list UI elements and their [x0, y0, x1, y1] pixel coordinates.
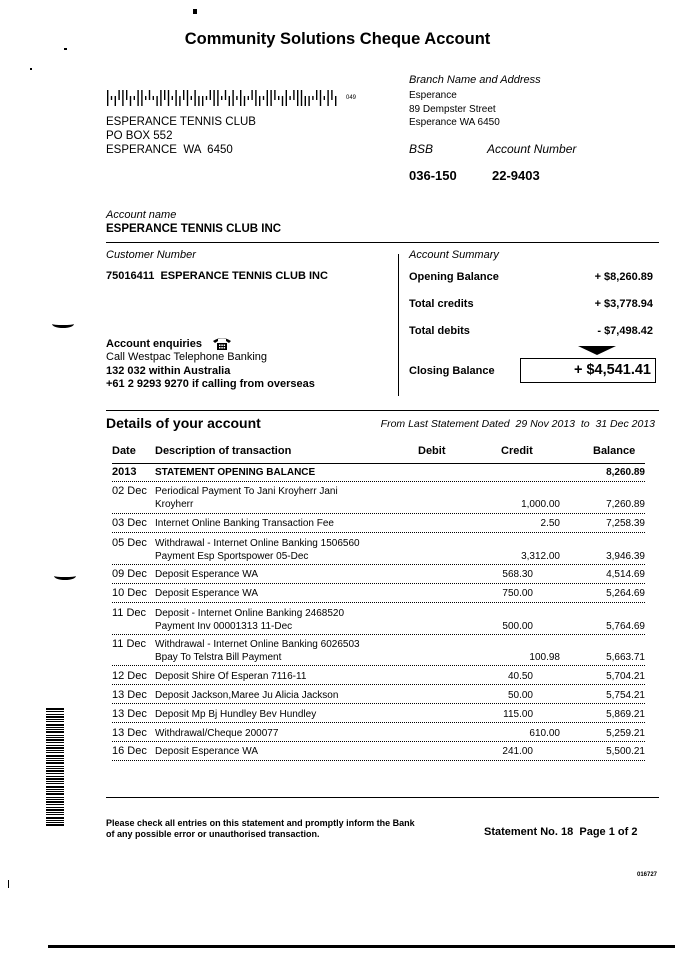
telephone-icon [212, 336, 232, 351]
description-line: Deposit - Internet Online Banking 2468520 [155, 608, 345, 619]
footer-note-line: of any possible error or unauthorised transaction. [106, 829, 320, 839]
row-separator [112, 532, 645, 533]
page-title: Community Solutions Cheque Account [184, 30, 491, 48]
col-header-credit: Credit [501, 445, 533, 457]
cell-date: 11 Dec [112, 607, 147, 619]
page-edge-line [8, 880, 9, 888]
description-line: Payment Esp Sportspower 05-Dec [155, 551, 309, 562]
cell-date: 09 Dec [112, 568, 147, 580]
row-separator [112, 583, 645, 584]
row-separator [112, 722, 645, 723]
cell-desc [155, 587, 258, 600]
cell-debit: 3,312.00 [521, 551, 560, 562]
side-barcode [46, 708, 64, 826]
row-separator [112, 564, 645, 565]
cell-balance: 5,663.71 [606, 652, 645, 663]
cell-desc [155, 745, 258, 758]
footer-note [106, 818, 415, 840]
account-enquiries-heading: Account enquiries [106, 338, 202, 350]
account-enquiries-details [106, 351, 315, 392]
cell-credit: 40.50 [507, 671, 533, 682]
col-header-description: Description of transaction [155, 445, 292, 457]
account-number-label: Account Number [487, 142, 577, 156]
description-line: Deposit Esperance WA [155, 569, 259, 580]
scan-mark [52, 320, 74, 328]
branch-line: 89 Dempster Street [409, 103, 496, 115]
cell-desc [155, 568, 258, 581]
cell-desc [155, 670, 306, 683]
cell-debit: 2.50 [540, 518, 560, 529]
description-line: Periodical Payment To Jani Kroyherr Jani [155, 486, 338, 497]
cell-credit: 115.00 [503, 709, 533, 720]
cell-credit: 50.00 [507, 690, 533, 701]
cell-date: 13 Dec [112, 727, 147, 739]
cell-balance: 4,514.69 [606, 569, 645, 580]
description-line: Deposit Shire Of Esperan 7116-11 [155, 671, 307, 682]
col-header-date: Date [112, 445, 136, 457]
document-number: 016727 [637, 872, 658, 878]
cell-balance: 5,869.21 [606, 709, 645, 720]
statement-period: From Last Statement Dated 29 Nov 2013 to 31 Dec 2013 [380, 418, 655, 430]
enquiry-phone-local: 132 032 within Australia [106, 364, 231, 377]
cell-desc [155, 466, 315, 479]
row-separator [112, 481, 645, 482]
description-line: Bpay To Telstra Bill Payment [155, 652, 282, 663]
address-line: PO BOX 552 [106, 130, 173, 142]
cell-balance: 5,704.21 [606, 671, 645, 682]
bsb-value: 036-150 [409, 168, 457, 183]
address-line: ESPERANCE WA 6450 [106, 144, 233, 156]
description-line: Deposit Mp Bj Hundley Bev Hundley [155, 709, 317, 720]
cell-balance: 5,264.69 [606, 588, 645, 599]
address-line: ESPERANCE TENNIS CLUB [106, 116, 256, 128]
row-separator [112, 513, 645, 514]
description-line: Internet Online Banking Transaction Fee [155, 518, 334, 529]
cell-balance: 3,946.39 [606, 551, 645, 562]
cell-date: 13 Dec [112, 708, 147, 720]
opening-balance-value: + $8,260.89 [594, 271, 653, 283]
scan-mark [30, 68, 32, 70]
mailing-address [106, 115, 256, 157]
divider [106, 797, 659, 798]
col-header-balance: Balance [593, 445, 636, 457]
bsb-label: BSB [409, 142, 434, 156]
opening-balance-label: Opening Balance [409, 271, 499, 283]
details-heading: Details of your account [106, 415, 261, 431]
row-separator [112, 703, 645, 704]
summary-divider [398, 254, 399, 396]
cell-balance: 7,260.89 [606, 499, 645, 510]
postal-barcode [106, 90, 342, 106]
cell-credit: 750.00 [502, 588, 533, 599]
cell-desc [155, 607, 344, 633]
cell-balance: 5,259.21 [606, 728, 645, 739]
row-separator [112, 741, 645, 742]
closing-balance-label: Closing Balance [409, 365, 495, 377]
cell-balance: 7,258.39 [606, 518, 645, 529]
down-arrow-icon [578, 346, 616, 355]
description-line: Kroyherr [155, 499, 194, 510]
row-separator [112, 634, 645, 635]
description-line: Withdrawal - Internet Online Banking 6026503 [155, 639, 360, 650]
row-separator [112, 602, 645, 603]
cell-date: 16 Dec [112, 745, 147, 757]
account-name-value: ESPERANCE TENNIS CLUB INC [106, 223, 282, 235]
cell-credit: 241.00 [502, 746, 533, 757]
cell-date: 03 Dec [112, 517, 147, 529]
branch-address [409, 89, 500, 130]
cell-debit: 1,000.00 [521, 499, 560, 510]
branch-heading: Branch Name and Address [409, 74, 541, 86]
account-summary-heading: Account Summary [409, 249, 499, 261]
total-debits-value: - $7,498.42 [597, 325, 653, 337]
description-line: Deposit Esperance WA [155, 746, 259, 757]
cell-date: 13 Dec [112, 689, 147, 701]
cell-credit: 500.00 [502, 621, 533, 632]
account-number-value: 22-9403 [492, 168, 540, 183]
description-line: Withdrawal - Internet Online Banking 1506560 [155, 538, 360, 549]
divider [106, 410, 659, 411]
cell-desc [155, 727, 278, 740]
account-name-label: Account name [106, 209, 177, 221]
cell-balance: 5,754.21 [606, 690, 645, 701]
scan-mark [193, 9, 197, 14]
cell-debit: 100.98 [529, 652, 560, 663]
description-line: Payment Inv 00001313 11-Dec [155, 621, 293, 632]
divider [106, 242, 659, 243]
cell-desc [155, 689, 338, 702]
scan-mark [54, 572, 76, 580]
branch-line: Esperance WA 6450 [409, 117, 500, 128]
cell-date: 2013 [112, 466, 137, 478]
cell-desc [155, 517, 334, 530]
cell-desc [155, 485, 338, 511]
cell-desc [155, 537, 360, 563]
cell-desc [155, 708, 316, 721]
customer-number-label: Customer Number [106, 249, 196, 261]
customer-number-value: 75016411 ESPERANCE TENNIS CLUB INC [106, 270, 328, 282]
cell-date: 10 Dec [112, 587, 147, 599]
description-line: Deposit Jackson,Maree Ju Alicia Jackson [155, 690, 339, 701]
cell-debit: 610.00 [529, 728, 560, 739]
total-credits-label: Total credits [409, 298, 474, 310]
total-debits-label: Total debits [409, 325, 470, 337]
row-separator [112, 760, 645, 761]
description-line: STATEMENT OPENING BALANCE [155, 467, 316, 478]
cell-balance: 5,764.69 [606, 621, 645, 632]
cell-date: 05 Dec [112, 537, 147, 549]
cell-balance: 5,500.21 [606, 746, 645, 757]
description-line: Deposit Esperance WA [155, 588, 259, 599]
cell-date: 02 Dec [112, 485, 147, 497]
table-header-rule [112, 463, 645, 464]
cell-desc [155, 638, 360, 664]
description-line: Withdrawal/Cheque 200077 [155, 728, 279, 739]
enquiry-phone-overseas: +61 2 9293 9270 if calling from overseas [106, 378, 315, 390]
cell-date: 12 Dec [112, 670, 147, 682]
row-separator [112, 665, 645, 666]
enquiry-line: Call Westpac Telephone Banking [106, 351, 268, 363]
col-header-debit: Debit [418, 445, 446, 457]
row-separator [112, 684, 645, 685]
footer-note-line: Please check all entries on this statement and promptly inform the Bank [106, 818, 415, 828]
branch-line: Esperance [409, 90, 457, 101]
total-credits-value: + $3,778.94 [594, 298, 653, 310]
cell-date: 11 Dec [112, 638, 147, 650]
barcode-number: 049 [346, 95, 357, 101]
closing-balance-value: + $4,541.41 [520, 358, 656, 383]
statement-page-info: Statement No. 18 Page 1 of 2 [484, 826, 638, 838]
cell-credit: 568.30 [502, 569, 533, 580]
cell-balance: 8,260.89 [606, 467, 645, 478]
page-edge-line [48, 945, 675, 948]
